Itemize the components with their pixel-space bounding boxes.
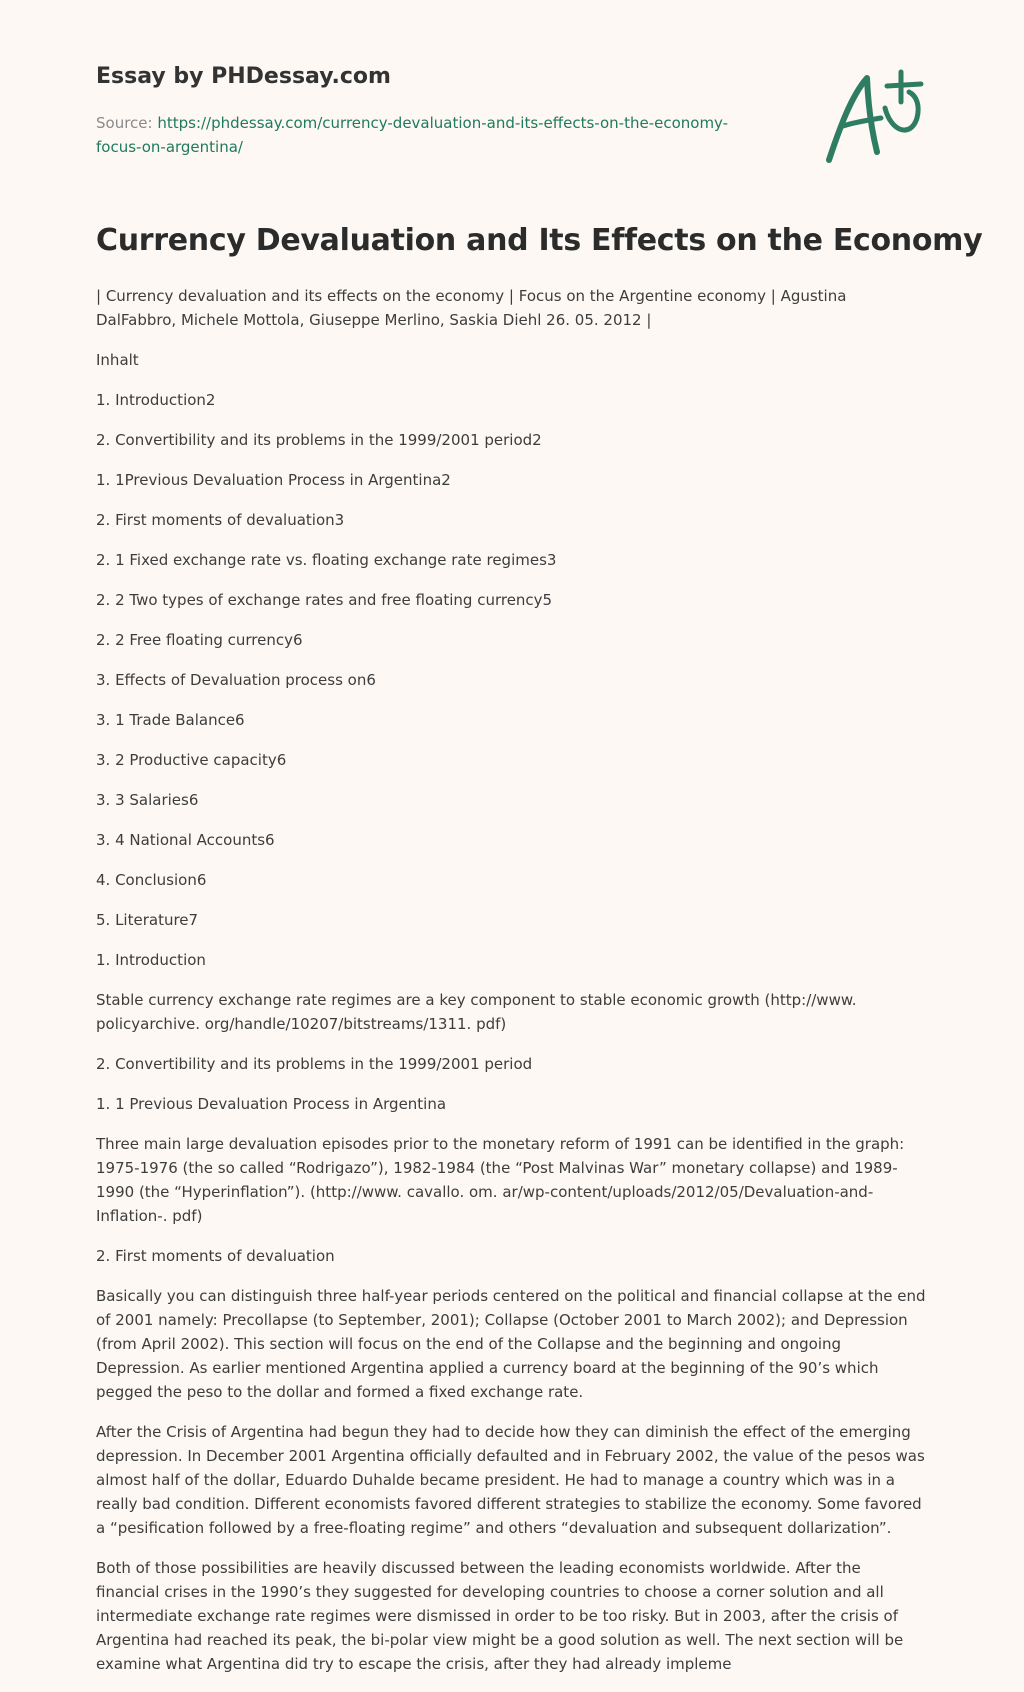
essay-paragraph: 5. Literature7 (96, 911, 199, 929)
page-title: Currency Devaluation and Its Effects on the Economy (96, 223, 983, 258)
essay-paragraph: 2. Convertibility and its problems in the 1999/2001 period2 (96, 431, 542, 449)
essay-paragraph: Stable currency exchange rate regimes are a key component to stable economic growth (http://www. policyarchive. org/handle/10207/bitstreams/1311. pdf) (96, 991, 857, 1033)
document-page (96, 0, 983, 1673)
source-link[interactable]: https://phdessay.com/currency-devaluation-and-its-effects-on-the-economy-focus-on-argentina/ (96, 114, 729, 156)
a-plus-logo-icon (821, 68, 931, 168)
essay-paragraph: 1. 1Previous Devaluation Process in Argentina2 (96, 471, 451, 489)
essay-paragraph: 3. 1 Trade Balance6 (96, 711, 245, 729)
essay-paragraph: 2. 2 Two types of exchange rates and free floating currency5 (96, 591, 553, 609)
essay-paragraph: | Currency devaluation and its effects on the economy | Focus on the Argentine economy | Agustina DalFabbro, Michele Mottola, Giuseppe Merlino, Saskia Diehl 26. 05. 2012 | (96, 287, 847, 329)
essay-paragraph: Three main large devaluation episodes prior to the monetary reform of 1991 can be identified in the graph: 1975-1976 (the so called “Rodrigazo”), 1982-1984 (the “Post Malvinas War” monetary collapse) and 1989-1990 (the “Hyperinflation”). (http://www. cavallo. om. ar/wp-content/uploads/2012/05/Devaluation-and-Inflation-. pdf) (96, 1135, 905, 1225)
essay-paragraph: 3. Effects of Devaluation process on6 (96, 671, 376, 689)
essay-paragraph: 1. Introduction2 (96, 391, 216, 409)
essay-paragraph: 4. Conclusion6 (96, 871, 207, 889)
essay-paragraph: 3. 3 Salaries6 (96, 791, 199, 809)
essay-paragraph: 2. Convertibility and its problems in the 1999/2001 period (96, 1055, 533, 1073)
essay-paragraph: 2. First moments of devaluation (96, 1247, 335, 1265)
essay-paragraph: 2. First moments of devaluation3 (96, 511, 345, 529)
source-label: Source: (96, 114, 158, 132)
essay-paragraph: After the Crisis of Argentina had begun they had to decide how they can diminish the effect of the emerging depression. In December 2001 Argentina officially defaulted and in February 2002, the value of the pesos was almost half of the dollar, Eduardo Duhalde became president. He had to manage a country which was in a really bad condition. Different economists favored different strategies to stabilize the economy. Some favored a “pesification followed by a free-floating regime” and others “devaluation and subsequent dollarization”. (96, 1423, 925, 1537)
document-header (96, 0, 926, 200)
essay-paragraph: 2. 2 Free floating currency6 (96, 631, 303, 649)
essay-paragraph: 2. 1 Fixed exchange rate vs. floating exchange rate regimes3 (96, 551, 557, 569)
essay-body (96, 284, 926, 1692)
essay-paragraph: Both of those possibilities are heavily discussed between the leading economists worldwide. After the financial crises in the 1990’s they suggested for developing countries to choose a corner solution and all intermediate exchange rate regimes were dismissed in order to be too risky. But in 2003, after the crisis of Argentina had reached its peak, the bi-polar view might be a good solution as well. The next section will be examine what Argentina did try to escape the crisis, after they had already impleme (96, 1559, 904, 1673)
essay-paragraph: Basically you can distinguish three half-year periods centered on the political and financial collapse at the end of 2001 namely: Precollapse (to September, 2001); Collapse (October 2001 to March 2002); and Depression (from April 2002). This section will focus on the end of the Collapse and the beginning and ongoing Depression. As earlier mentioned Argentina applied a currency board at the beginning of the 90’s which pegged the peso to the dollar and formed a fixed exchange rate. (96, 1287, 926, 1401)
source-line (96, 111, 736, 159)
essay-paragraph: 3. 2 Productive capacity6 (96, 751, 287, 769)
brand-title: Essay by PHDessay.com (96, 64, 391, 89)
essay-paragraph: 1. Introduction (96, 951, 206, 969)
essay-paragraph: 1. 1 Previous Devaluation Process in Argentina (96, 1095, 447, 1113)
essay-paragraph: 3. 4 National Accounts6 (96, 831, 275, 849)
essay-paragraph: Inhalt (96, 351, 139, 369)
